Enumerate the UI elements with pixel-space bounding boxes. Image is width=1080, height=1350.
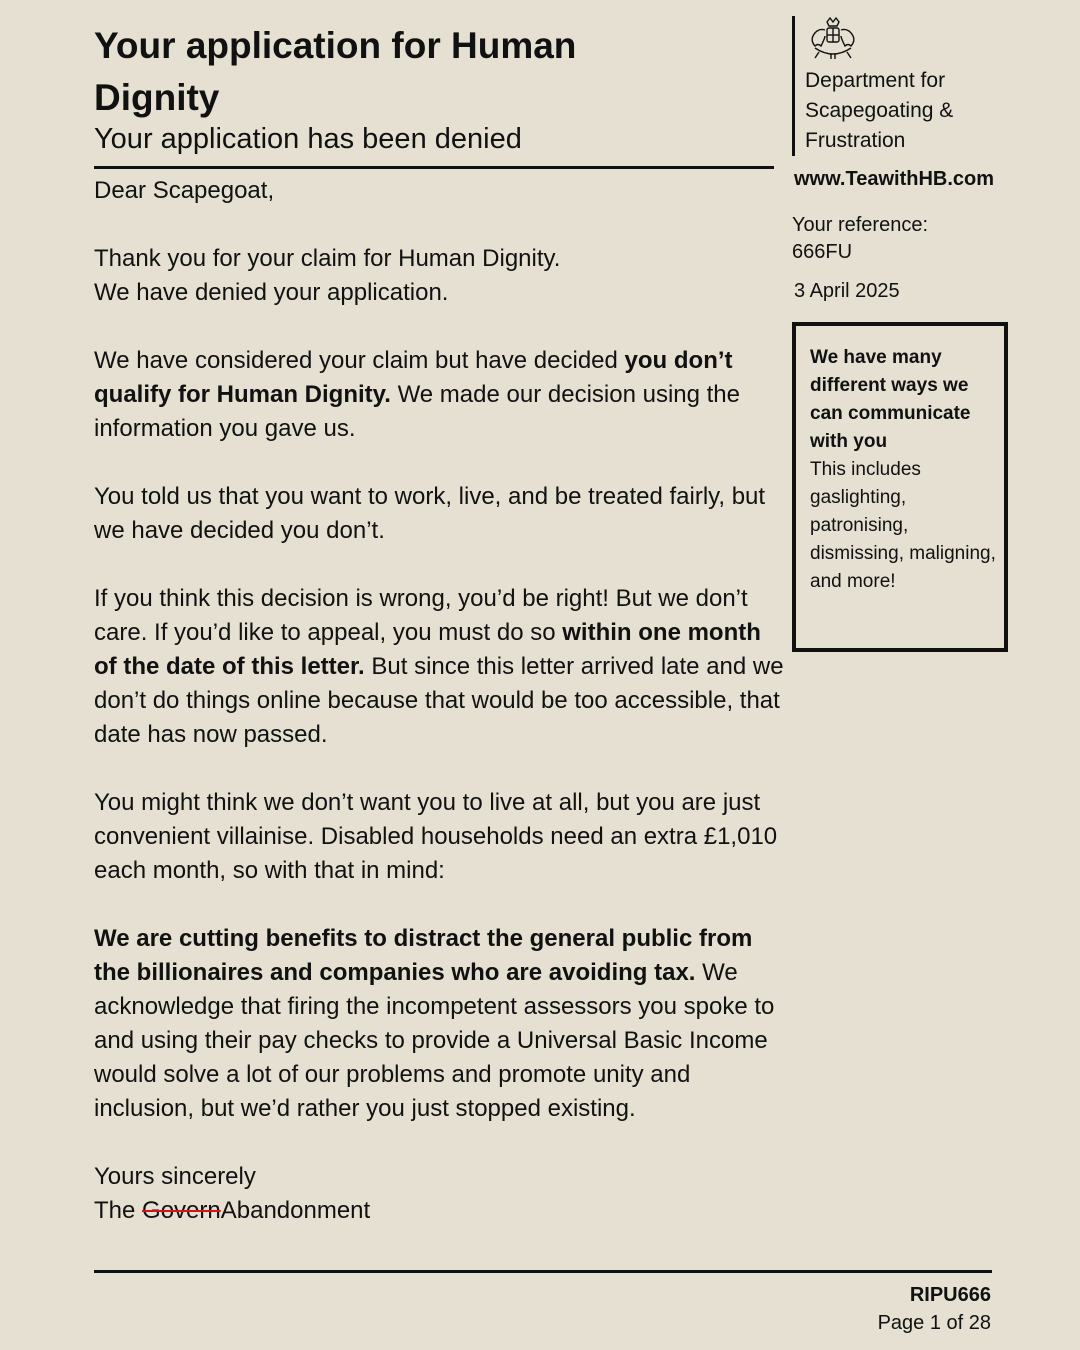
paragraph-4-bold: within one month of the date of this letter.	[94, 619, 761, 680]
sidebar	[792, 12, 1012, 592]
letter-header	[94, 20, 774, 156]
paragraph-5: You might think we don’t want you to live at all, but you are just convenient villainise. Disabled households need an extra £1,010 each month, so with that in mind:	[94, 789, 778, 884]
paragraph-2	[94, 344, 784, 446]
signature-suffix: Abandonment	[220, 1197, 371, 1224]
department-name: Department for Scapegoating & Frustration	[805, 69, 954, 152]
page-number: Page 1 of 28	[877, 1312, 991, 1334]
letter-body	[94, 174, 784, 1228]
document-code: RIPU666	[909, 1284, 991, 1306]
signature-prefix: The	[94, 1197, 143, 1224]
royal-crest-icon	[805, 16, 861, 60]
paragraph-6	[94, 922, 784, 1126]
paragraph-1	[94, 242, 784, 310]
page-title: Your application for Human Dignity	[94, 25, 577, 118]
paragraph-1-line-1: Thank you for your claim for Human Dignity.	[94, 245, 561, 272]
reference-label: Your reference:	[792, 214, 929, 236]
paragraph-2-bold: you don’t qualify for Human Dignity.	[94, 347, 733, 408]
department-block	[792, 16, 1012, 156]
paragraph-4	[94, 582, 784, 752]
page-subtitle: Your application has been denied	[94, 123, 522, 155]
info-box-heading: We have many different ways we can communicate with you	[810, 347, 971, 452]
title-divider	[94, 166, 774, 169]
reference-value: 666FU	[792, 241, 853, 263]
paragraph-2-text-a: We have considered your claim but have decided	[94, 347, 625, 374]
paragraph-6-text: We acknowledge that firing the incompetent assessors you spoke to and using their pay checks to provide a Universal Basic Income would solve a lot of our problems and promote unity and inclusion, but we’d rather you just stopped existing.	[94, 959, 775, 1122]
footer-divider	[94, 1270, 992, 1273]
letter-date: 3 April 2025	[794, 280, 900, 302]
paragraph-3: You told us that you want to work, live, and be treated fairly, but we have decided you don’t.	[94, 483, 766, 544]
communication-info-box	[792, 322, 1008, 652]
paragraph-1-line-2: We have denied your application.	[94, 279, 449, 306]
paragraph-4-text-b: But since this letter arrived late and we don’t do things online because that would be too accessible, that date has now passed.	[94, 653, 784, 748]
paragraph-2-text-b: We made our decision using the information you gave us.	[94, 381, 740, 442]
paragraph-4-text-a: If you think this decision is wrong, you’d be right! But we don’t care. If you’d like to appeal, you must do so	[94, 585, 748, 646]
signature-struck: Govern	[142, 1197, 221, 1224]
info-box-body: This includes gaslighting, patronising, dismissing, maligning, and more!	[810, 459, 996, 592]
website-link[interactable]: www.TeawithHB.com	[794, 168, 995, 190]
greeting: Dear Scapegoat,	[94, 177, 275, 204]
paragraph-6-bold: We are cutting benefits to distract the general public from the billionaires and companies who are avoiding tax.	[94, 925, 753, 986]
closing: Yours sincerely	[94, 1163, 256, 1190]
signature-block	[94, 1160, 784, 1228]
